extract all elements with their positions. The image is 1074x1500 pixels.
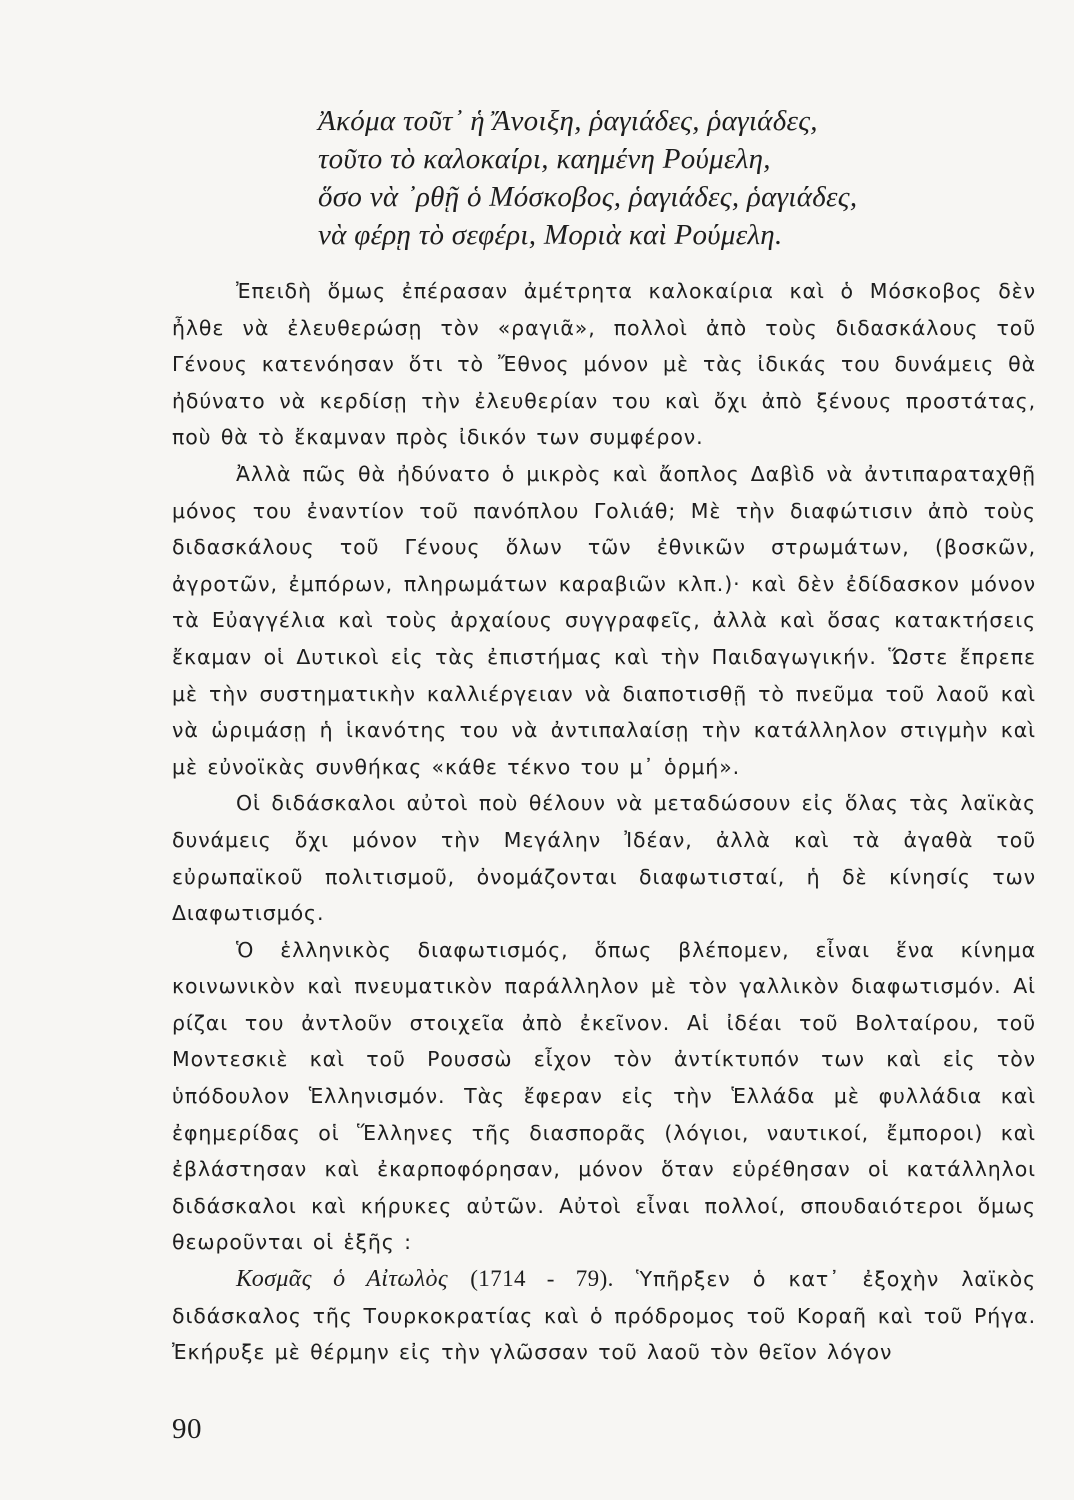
person-name: Κοσμᾶς ὁ Αἰτωλὸς	[236, 1266, 449, 1293]
verse-line: τοῦτο τὸ καλοκαίρι, καημένη Ρούμελη,	[318, 143, 771, 175]
paragraph: Ὁ ἑλληνικὸς διαφωτισμός, ὅπως βλέπομεν, εἶναι ἕνα κίνημα κοινωνικὸν καὶ πνευματικὸν παράλληλον μὲ τὸν γαλλικὸν διαφωτισμόν. Αἱ ρίζαι του ἀντλοῦν στοιχεῖα ἀπὸ ἐκεῖνον. Αἱ ἰδέαι τοῦ Βολταίρου, τοῦ Μοντεσκιὲ καὶ τοῦ Ρουσσὼ εἶχον τὸν ἀντίκτυπόν των καὶ εἰς τὸν ὑπόδουλον Ἑλληνισμόν. Τὰς ἔφεραν εἰς τὴν Ἑλλάδα μὲ φυλλάδια καὶ ἐφημερίδας οἱ Ἕλληνες τῆς διασπορᾶς (λόγιοι, ναυτικοί, ἔμποροι) καὶ ἐβλάστησαν καὶ ἐκαρποφόρησαν, μόνον ὅταν εὑρέθησαν οἱ κατάλληλοι διδάσκαλοι καὶ κήρυκες αὐτῶν. Αὐτοὶ εἶναι πολλοί, σπουδαιότεροι ὅμως θεωροῦνται οἱ ἑξῆς :	[172, 937, 1036, 1255]
paragraph-text: Ὑπῆρξεν ὁ κατ᾽ ἐξοχὴν λαϊκὸς διδάσκαλος τῆς Τουρκοκρατίας καὶ ὁ πρόδρομος τοῦ Κοραῆ καὶ τοῦ Ρήγα. Ἐκήρυξε μὲ θέρμην εἰς τὴν γλῶσσαν τοῦ λαοῦ τὸν θεῖον λόγον	[172, 1267, 1037, 1365]
verse-line: Ἀκόμα τοῦτ᾽ ἡ Ἄνοιξη, ῥαγιάδες, ῥαγιάδες,	[318, 105, 818, 137]
paragraph: Οἱ διδάσκαλοι αὐτοὶ ποὺ θέλουν νὰ μεταδώσουν εἰς ὅλας τὰς λαϊκὰς δυνάμεις ὄχι μόνον τὴν Μεγάλην Ἰδέαν, ἀλλὰ καὶ τὰ ἀγαθὰ τοῦ εὐρωπαϊκοῦ πολιτισμοῦ, ὀνομάζονται διαφωτισταί, ἡ δὲ κίνησίς των Διαφωτισμός.	[172, 791, 1036, 926]
body-text	[172, 273, 1036, 1371]
paragraph: Ἀλλὰ πῶς θὰ ἠδύνατο ὁ μικρὸς καὶ ἄοπλος Δαβὶδ νὰ ἀντιπαραταχθῇ μόνος του ἐναντίον τοῦ πανόπλου Γολιάθ; Μὲ τὴν διαφώτισιν ἀπὸ τοὺς διδασκάλους τοῦ Γένους ὅλων τῶν ἐθνικῶν στρωμάτων, (βοσκῶν, ἀγροτῶν, ἐμπόρων, πληρωμάτων καραβιῶν κλπ.)· καὶ δὲν ἐδίδασκον μόνον τὰ Εὐαγγέλια καὶ τοὺς ἀρχαίους συγγραφεῖς, ἀλλὰ καὶ ὅσας κατακτήσεις ἔκαμαν οἱ Δυτικοὶ εἰς τὰς ἐπιστήμας καὶ τὴν Παιδαγωγικήν. Ὥστε ἔπρεπε μὲ τὴν συστηματικὴν καλλιέργειαν νὰ διαποτισθῇ τὸ πνεῦμα τοῦ λαοῦ καὶ νὰ ὡριμάσῃ ἡ ἱκανότης του νὰ ἀντιπαλαίσῃ τὴν κατάλληλον στιγμὴν καὶ μὲ εὐνοϊκὰς συνθήκας «κάθε τέκνο του μ᾽ ὁρμή».	[172, 461, 1036, 779]
verse-line: ὅσο νὰ ᾽ρθῇ ὁ Μόσκοβος, ῥαγιάδες, ῥαγιάδες,	[318, 181, 858, 213]
page-number: 90	[172, 1413, 202, 1445]
paragraph-kosmas	[172, 1261, 1036, 1371]
folk-song-verse	[318, 102, 958, 254]
person-years: (1714 - 79).	[470, 1266, 614, 1292]
verse-line: νὰ φέρῃ τὸ σεφέρι, Μοριὰ καὶ Ρούμελη.	[318, 219, 783, 251]
paragraph: Ἐπειδὴ ὅμως ἐπέρασαν ἀμέτρητα καλοκαίρια καὶ ὁ Μόσκοβος δὲν ἦλθε νὰ ἐλευθερώσῃ τὸν «ραγιᾶ», πολλοὶ ἀπὸ τοὺς διδασκάλους τοῦ Γένους κατενόησαν ὅτι τὸ Ἔθνος μόνον μὲ τὰς ἰδικάς του δυνάμεις θὰ ἠδύνατο νὰ κερδίσῃ τὴν ἐλευθερίαν του καὶ ὄχι ἀπὸ ξένους προστάτας, ποὺ θὰ τὸ ἔκαμναν πρὸς ἰδικόν των συμφέρον.	[172, 279, 1036, 450]
